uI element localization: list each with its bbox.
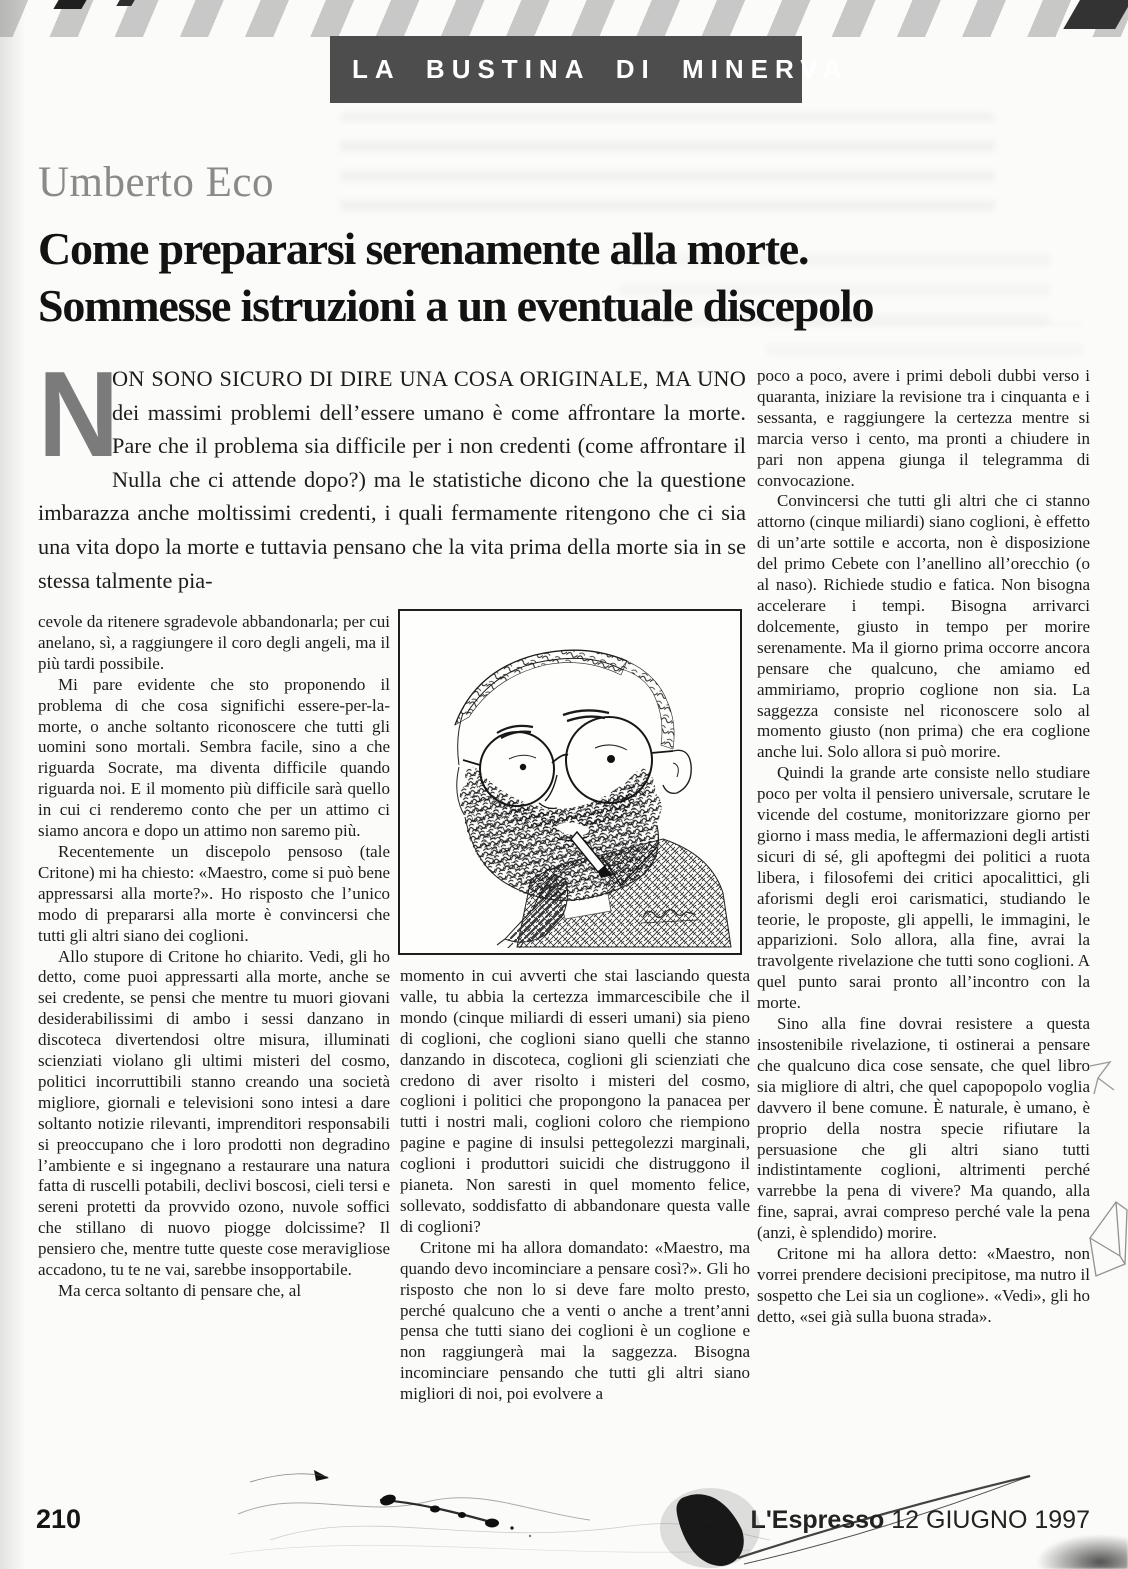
caricature-figure [398, 609, 742, 955]
paragraph: Convincersi che tutti gli altri che ci stanno attorno (cinque miliardi) siano coglioni, è effetto di un’arte sottile e accorta, non è disposizione del primo Cebete con l’anellino all’orecchio (o al naso). Richiede studio e fatica. Non bisogna accelerare i tempi. Bisogna arrivarci dolcemente, giusto in tempo per morire serenamente. Ma il giorno prima occorre ancora pensare che qualcuno, che amiamo ed ammiriamo, proprio coglione non sia. La saggezza consiste nel riconoscere solo al momento giusto (non prima) che era coglione anche lui. Solo allora si può morire. [757, 491, 1090, 762]
author-name: Umberto Eco [38, 159, 274, 206]
paragraph: poco a poco, avere i primi deboli dubbi verso i quaranta, iniziare la revisione tra i cinquanta e i sessanta, e raggiungere la certezza mentre si marcia verso i cento, ma pronti a chiudere in pari non appena giunga il telegramma di convocazione. [757, 366, 1090, 490]
lead-text-rest: dei massimi problemi dell’essere umano è come affrontare la morte. Pare che il problema sia difficile per i non credenti (come affrontare il Nulla che ci attende dopo?) ma le statistiche dicono che la questione imbarazza anche moltissimi credenti, i quali fermamente ritengono che ci sia una vita dopo la morte e tuttavia pensano che la vita prima della morte sia in se stessa talmente pia- [38, 399, 746, 593]
top-stripes-decoration [0, 0, 1128, 37]
issue-date: 12 GIUGNO 1997 [891, 1506, 1090, 1534]
paragraph: Quindi la grande arte consiste nello studiare poco per volta il pensiero universale, scrutare le vicende del costume, monitorizzare giorno per giorno i mass media, le affermazioni degli artisti sicuri di sé, gli apoftegmi dei politici a ruota libera, i filosofemi dei critici apocalittici, gli aforismi degli eroi carismatici, studiando le teorie, le proposte, gli appelli, le immagini, le apparizioni. Solo allora, alla fine, avrai la travolgente rivelazione che tutti sono coglioni. A quel punto sarai pronto all’incontro con la morte. [757, 763, 1090, 1013]
page-number: 210 [36, 1504, 82, 1534]
paragraph: Critone mi ha allora detto: «Maestro, non vorrei prendere decisioni precipitose, ma nutro il sospetto che Lei sia un coglione». «Vedi», gli ho detto, «sei già sulla buona strada». [757, 1244, 1090, 1326]
rubric-banner [330, 36, 849, 103]
ink-smudge [1036, 1534, 1128, 1569]
paragraph: Ma cerca soltanto di pensare che, al [58, 1281, 302, 1300]
column-middle [400, 966, 750, 1522]
pencil-doodle [1086, 1196, 1128, 1284]
lead-opening-caps: ON SONO SICURO DI DIRE UNA COSA ORIGINALE, MA UNO [112, 366, 746, 391]
lead-text [38, 362, 746, 597]
paragraph: Critone mi ha allora domandato: «Maestro, ma quando devo incominciare a pensare così?». Gli ho risposto che non lo si deve fare molto presto, perché qualcuno che a venti o anche a trent’anni pensa che tutti siano dei coglioni è un coglione e non raggiungerà mai la saggezza. Bisogna incominciare pensando che tutti gli altri siano migliori di noi, poi evolvere a [400, 1237, 750, 1404]
paragraph: Sino alla fine dovrai resistere a questa insostenibile rivelazione, ti ostinerai a pensare che qualcuno dica cose sensate, che quel libro sia migliore di altri, che quel capopopolo voglia davvero il bene comune. È naturale, è umano, è proprio della nostra specie rifiutare la persuasione che gli altri siano tutti indistintamente coglioni, altrimenti perché varrebbe la pena di vivere? Ma quando, alla fine, saprai, avrai compreso perché vale la pena (anzi, è splendido) morire. [757, 1014, 1090, 1243]
column-right [757, 366, 1090, 1514]
rubric-label: LA BUSTINA DI MINERVA [352, 54, 849, 84]
footer-credit [700, 1506, 1090, 1535]
paragraph: Mi pare evidente che sto proponendo il problema di che cosa significhi essere-per-la-morte, o anche soltanto riconoscere che tutti gli uomini sono mortali. Sembra facile, sino a che riguarda Socrate, ma diventa difficile quando riguarda noi. E il momento più difficile sarà quello in cui ci renderemo conto che per un attimo ci siamo ancora e dopo un attimo non saremo più. [38, 674, 390, 841]
scan-edge-shadow [0, 0, 26, 1569]
magazine-name: L'Espresso [750, 1506, 885, 1534]
paragraph: momento in cui avverti che stai lasciando questa valle, tu abbia la certezza immarcescibile che il mondo (cinque miliardi di esseri umani) sia pieno di coglioni, che coglioni siano quelli che stanno danzando in discoteca, coglioni gli scienziati che credono di aver risolto i misteri del cosmo, coglioni i politici che propongono la panacea per tutti i nostri mali, coglioni coloro che riempiono pagine e pagine di insulsi pettegolezzi marginali, coglioni i produttori suicidi che distruggono il pianeta. Non saresti in quel momento felice, sollevato, soddisfatto di abbandonare questa valle di coglioni? [400, 966, 750, 1236]
stripe-ink-mark [53, 0, 86, 9]
column-left [38, 612, 390, 1506]
paragraph: cevole da ritenere sgradevole abbandonarla; per cui anelano, sì, a raggiungere il coro degli angeli, ma il più tardi possibile. [38, 612, 390, 673]
paragraph: Allo stupore di Critone ho chiarito. Vedi, gli ho detto, come puoi appressarti alla morte, anche se sei credente, se pensi che mentre tu muori giovani desiderabilissimi di ambo i sessi danzano in discoteca divertendosi oltre misura, illuminati scienziati violano gli ultimi misteri del cosmo, politici incorruttibili stanno creando una società migliore, giornali e televisioni sono intesi a dare soltanto notizie rilevanti, imprenditori responsabili si preoccupano che i loro prodotti non degradino l’ambiente e si ingegnano a restaurare una natura fatta di ruscelli potabili, declivi boscosi, cieli tersi e sereni protetti da provvido ozono, nuvole soffici che stillano di nuovo piogge dolcissime? Il pensiero che, mentre tutte queste cose meravigliose accadono, tu te ne vai, sarebbe insopportabile. [38, 946, 390, 1280]
pencil-doodle [1084, 1056, 1128, 1104]
drop-cap: N [38, 362, 120, 482]
lead-paragraph [38, 362, 746, 604]
title-line-2: Sommesse istruzioni a un eventuale discepolo [38, 280, 874, 331]
title-line-1: Come prepararsi serenamente alla morte. [38, 223, 809, 274]
print-bleed-artifact [340, 112, 995, 212]
umberto-eco-caricature [405, 616, 735, 948]
paragraph: Recentemente un discepolo pensoso (tale Critone) mi ha chiesto: «Maestro, come si può bene appressarsi alla morte?». Ho risposto che l’unico modo di prepararsi alla morte è convincersi che tutti gli altri siano dei coglioni. [38, 841, 390, 945]
article-title [38, 220, 1108, 334]
